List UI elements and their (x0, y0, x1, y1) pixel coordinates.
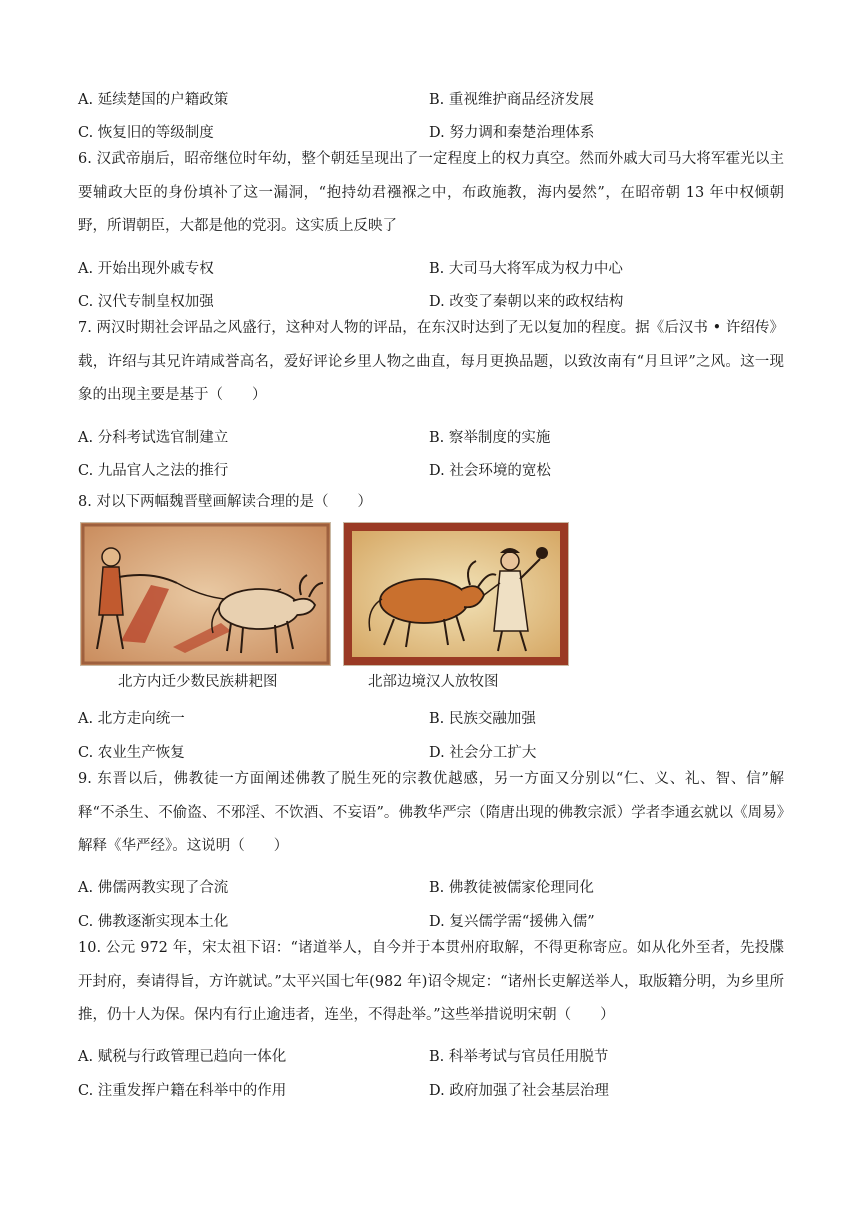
q7-option-c[interactable]: C. 九品官人之法的推行 (78, 463, 229, 479)
q9-option-a[interactable]: A. 佛儒两教实现了合流 (78, 880, 229, 896)
q7-option-d[interactable]: D. 社会环境的宽松 (429, 463, 551, 479)
q6-option-d[interactable]: D. 改变了秦朝以来的政权结构 (429, 294, 624, 310)
q10-option-b[interactable]: B. 科举考试与官员任用脱节 (429, 1049, 609, 1065)
mural-plowing-image (80, 522, 331, 666)
q6-option-b[interactable]: B. 大司马大将军成为权力中心 (429, 261, 623, 277)
q8-option-a[interactable]: A. 北方走向统一 (78, 711, 185, 727)
mural-plowing-caption: 北方内迁少数民族耕耙图 (118, 674, 278, 690)
mural-herding-caption: 北部边境汉人放牧图 (368, 674, 499, 690)
q8-option-d[interactable]: D. 社会分工扩大 (429, 745, 537, 761)
q10-option-c[interactable]: C. 注重发挥户籍在科举中的作用 (78, 1083, 287, 1099)
q9-option-c[interactable]: C. 佛教逐渐实现本土化 (78, 914, 229, 930)
q5-option-c[interactable]: C. 恢复旧的等级制度 (78, 125, 214, 141)
q6-stem: 6. 汉武帝崩后，昭帝继位时年幼，整个朝廷呈现出了一定程度上的权力真空。然而外戚大司马大将军霍光以主要辅政大臣的身份填补了这一漏洞，“抱持幼君襁褓之中，布政施教，海内晏然”，在昭帝朝 13 年中权倾朝野，所谓朝臣，大都是他的党羽。这实质上反映了 (78, 151, 784, 234)
q7-stem: 7. 两汉时期社会评品之风盛行，这种对人物的评品，在东汉时达到了无以复加的程度。据《后汉书 • 许绍传》载，许绍与其兄许靖咸誉高名，爱好评论乡里人物之曲直，每月更换品题，以致汝南有“月旦评”之风。这一现象的出现主要是基于（ ） (78, 320, 784, 403)
q5-option-d[interactable]: D. 努力调和秦楚治理体系 (429, 125, 595, 141)
q9-option-d[interactable]: D. 复兴儒学需“援佛入儒” (429, 914, 595, 930)
q8-stem: 8. 对以下两幅魏晋壁画解读合理的是（ ） (78, 494, 372, 510)
q9-stem: 9. 东晋以后，佛教徒一方面阐述佛教了脱生死的宗教优越感，另一方面又分别以“仁、义、礼、智、信”解释“不杀生、不偷盗、不邪淫、不饮酒、不妄语”。佛教华严宗（隋唐出现的佛教宗派）学者李通玄就以《周易》解释《华严经》。这说明（ ） (78, 771, 784, 854)
q10-option-a[interactable]: A. 赋税与行政管理已趋向一体化 (78, 1049, 287, 1065)
q6-option-c[interactable]: C. 汉代专制皇权加强 (78, 294, 214, 310)
q7-option-a[interactable]: A. 分科考试选官制建立 (78, 430, 229, 446)
mural-herding-image (343, 522, 569, 666)
q10-stem: 10. 公元 972 年，宋太祖下诏：“诸道举人，自今并于本贯州府取解，不得更称寄应。如从化外至者，先投牒开封府，奏请得旨，方许就试。”太平兴国七年(982 年)诏令规定：“诸州长吏解送举人，取版籍分明，为乡里所推，仍十人为保。保内有行止逾违者，连坐，不得赴举。”这些举措说明宋朝（ ） (78, 940, 784, 1023)
q9-option-b[interactable]: B. 佛教徒被儒家伦理同化 (429, 880, 594, 896)
q8-option-c[interactable]: C. 农业生产恢复 (78, 745, 185, 761)
q5-option-b[interactable]: B. 重视维护商品经济发展 (429, 92, 594, 108)
q8-option-b[interactable]: B. 民族交融加强 (429, 711, 536, 727)
q7-option-b[interactable]: B. 察举制度的实施 (429, 430, 551, 446)
q5-option-a[interactable]: A. 延续楚国的户籍政策 (78, 92, 229, 108)
q6-option-a[interactable]: A. 开始出现外戚专权 (78, 261, 214, 277)
q10-option-d[interactable]: D. 政府加强了社会基层治理 (429, 1083, 609, 1099)
